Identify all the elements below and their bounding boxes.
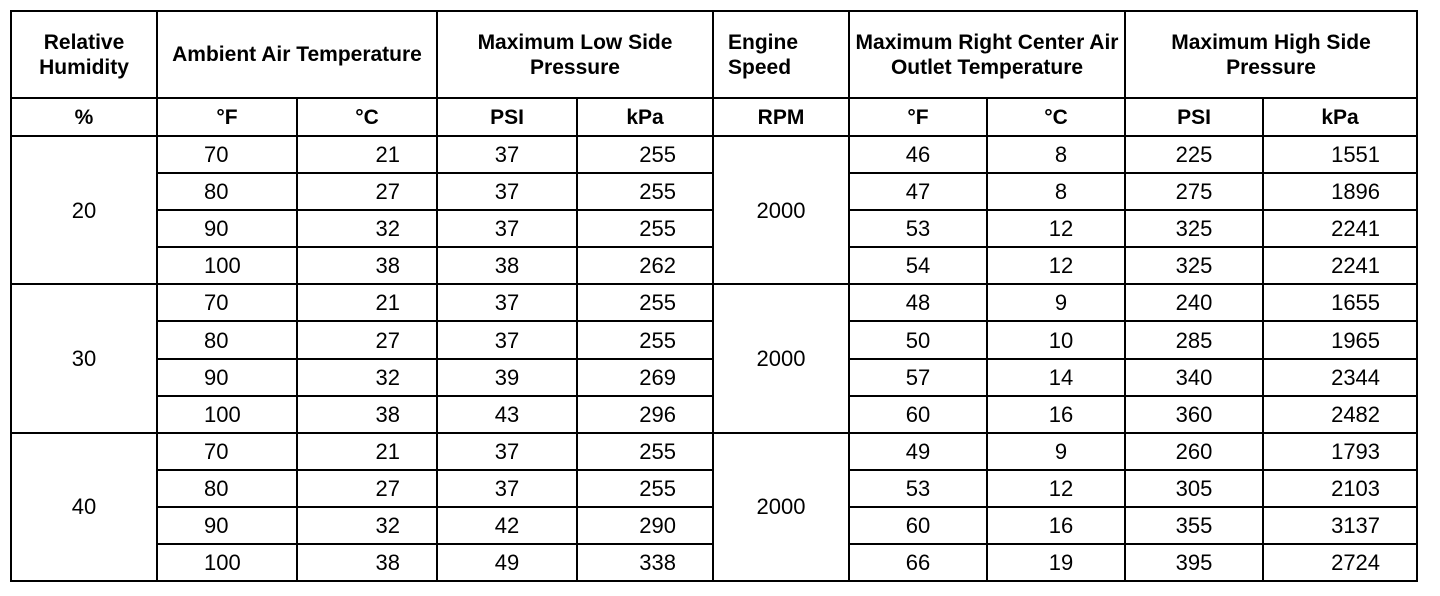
high-kpa-cell: 2482 (1263, 396, 1417, 433)
high-kpa-cell: 2724 (1263, 544, 1417, 581)
outlet-c-cell: 9 (987, 284, 1125, 321)
low-kpa-cell: 262 (577, 247, 713, 284)
unit-outlet-c: °C (987, 98, 1125, 136)
ambient-f-cell: 70 (157, 433, 297, 470)
low-psi-cell: 37 (437, 210, 577, 247)
ambient-f-cell: 90 (157, 210, 297, 247)
ambient-c-cell: 27 (297, 173, 437, 210)
low-psi-cell: 37 (437, 433, 577, 470)
low-psi-cell: 43 (437, 396, 577, 433)
header-row (11, 11, 1417, 98)
low-kpa-cell: 290 (577, 507, 713, 544)
high-kpa-cell: 2241 (1263, 210, 1417, 247)
outlet-f-cell: 60 (849, 507, 987, 544)
ambient-c-cell: 38 (297, 396, 437, 433)
outlet-f-cell: 54 (849, 247, 987, 284)
outlet-c-cell: 9 (987, 433, 1125, 470)
performance-table-wrapper (10, 10, 1418, 582)
unit-ambient-c: °C (297, 98, 437, 136)
ambient-f-cell: 100 (157, 544, 297, 581)
ambient-c-cell: 32 (297, 359, 437, 396)
low-kpa-cell: 255 (577, 136, 713, 173)
low-kpa-cell: 255 (577, 470, 713, 507)
ambient-f-cell: 70 (157, 136, 297, 173)
ambient-f-cell: 90 (157, 359, 297, 396)
unit-outlet-f: °F (849, 98, 987, 136)
low-psi-cell: 37 (437, 321, 577, 358)
high-psi-cell: 340 (1125, 359, 1263, 396)
low-psi-cell: 37 (437, 136, 577, 173)
ambient-f-cell: 70 (157, 284, 297, 321)
ambient-c-cell: 21 (297, 136, 437, 173)
table-row (11, 433, 1417, 470)
humidity-cell: 20 (11, 136, 157, 284)
max-high-side-pressure-header: Maximum High Side Pressure (1125, 11, 1417, 98)
unit-high-kpa: kPa (1263, 98, 1417, 136)
outlet-f-cell: 50 (849, 321, 987, 358)
ambient-c-cell: 27 (297, 321, 437, 358)
ambient-air-temperature-header: Ambient Air Temperature (157, 11, 437, 98)
outlet-f-cell: 47 (849, 173, 987, 210)
low-psi-cell: 49 (437, 544, 577, 581)
max-low-side-pressure-header: Maximum Low Side Pressure (437, 11, 713, 98)
high-psi-cell: 240 (1125, 284, 1263, 321)
high-psi-cell: 285 (1125, 321, 1263, 358)
rpm-cell: 2000 (713, 136, 849, 284)
engine-speed-header: Engine Speed (713, 11, 849, 98)
outlet-f-cell: 48 (849, 284, 987, 321)
high-kpa-cell: 1965 (1263, 321, 1417, 358)
unit-low-kpa: kPa (577, 98, 713, 136)
low-kpa-cell: 255 (577, 284, 713, 321)
high-kpa-cell: 1896 (1263, 173, 1417, 210)
unit-row (11, 98, 1417, 136)
low-psi-cell: 42 (437, 507, 577, 544)
low-kpa-cell: 338 (577, 544, 713, 581)
low-psi-cell: 37 (437, 470, 577, 507)
humidity-cell: 30 (11, 284, 157, 432)
outlet-c-cell: 8 (987, 136, 1125, 173)
outlet-f-cell: 66 (849, 544, 987, 581)
high-kpa-cell: 2103 (1263, 470, 1417, 507)
high-psi-cell: 260 (1125, 433, 1263, 470)
high-psi-cell: 395 (1125, 544, 1263, 581)
unit-high-psi: PSI (1125, 98, 1263, 136)
low-psi-cell: 38 (437, 247, 577, 284)
ambient-c-cell: 21 (297, 433, 437, 470)
high-psi-cell: 305 (1125, 470, 1263, 507)
high-psi-cell: 325 (1125, 247, 1263, 284)
ambient-c-cell: 32 (297, 210, 437, 247)
unit-humidity: % (11, 98, 157, 136)
outlet-f-cell: 46 (849, 136, 987, 173)
outlet-c-cell: 19 (987, 544, 1125, 581)
high-psi-cell: 275 (1125, 173, 1263, 210)
outlet-c-cell: 12 (987, 210, 1125, 247)
ambient-c-cell: 38 (297, 247, 437, 284)
ambient-f-cell: 80 (157, 321, 297, 358)
high-kpa-cell: 1793 (1263, 433, 1417, 470)
humidity-cell: 40 (11, 433, 157, 581)
ambient-c-cell: 21 (297, 284, 437, 321)
outlet-c-cell: 16 (987, 396, 1125, 433)
low-kpa-cell: 296 (577, 396, 713, 433)
low-kpa-cell: 255 (577, 433, 713, 470)
rpm-cell: 2000 (713, 433, 849, 581)
low-kpa-cell: 255 (577, 210, 713, 247)
unit-low-psi: PSI (437, 98, 577, 136)
low-kpa-cell: 255 (577, 321, 713, 358)
ambient-f-cell: 100 (157, 247, 297, 284)
low-psi-cell: 37 (437, 284, 577, 321)
max-outlet-temperature-header: Maximum Right Center Air Outlet Temperature (849, 11, 1125, 98)
ambient-f-cell: 90 (157, 507, 297, 544)
ambient-c-cell: 32 (297, 507, 437, 544)
high-kpa-cell: 2241 (1263, 247, 1417, 284)
high-psi-cell: 325 (1125, 210, 1263, 247)
high-kpa-cell: 1655 (1263, 284, 1417, 321)
high-kpa-cell: 2344 (1263, 359, 1417, 396)
relative-humidity-header: Relative Humidity (11, 11, 157, 98)
outlet-f-cell: 57 (849, 359, 987, 396)
outlet-f-cell: 60 (849, 396, 987, 433)
ambient-c-cell: 27 (297, 470, 437, 507)
outlet-c-cell: 16 (987, 507, 1125, 544)
high-psi-cell: 355 (1125, 507, 1263, 544)
outlet-f-cell: 49 (849, 433, 987, 470)
low-kpa-cell: 255 (577, 173, 713, 210)
outlet-c-cell: 12 (987, 470, 1125, 507)
low-psi-cell: 39 (437, 359, 577, 396)
outlet-f-cell: 53 (849, 210, 987, 247)
outlet-c-cell: 12 (987, 247, 1125, 284)
unit-ambient-f: °F (157, 98, 297, 136)
high-kpa-cell: 3137 (1263, 507, 1417, 544)
unit-rpm: RPM (713, 98, 849, 136)
low-psi-cell: 37 (437, 173, 577, 210)
ambient-f-cell: 80 (157, 470, 297, 507)
outlet-c-cell: 8 (987, 173, 1125, 210)
outlet-c-cell: 10 (987, 321, 1125, 358)
high-psi-cell: 225 (1125, 136, 1263, 173)
table-row (11, 284, 1417, 321)
ambient-f-cell: 80 (157, 173, 297, 210)
ambient-c-cell: 38 (297, 544, 437, 581)
outlet-c-cell: 14 (987, 359, 1125, 396)
ambient-f-cell: 100 (157, 396, 297, 433)
high-psi-cell: 360 (1125, 396, 1263, 433)
table-row (11, 136, 1417, 173)
high-kpa-cell: 1551 (1263, 136, 1417, 173)
outlet-f-cell: 53 (849, 470, 987, 507)
low-kpa-cell: 269 (577, 359, 713, 396)
rpm-cell: 2000 (713, 284, 849, 432)
ac-performance-table (10, 10, 1418, 582)
